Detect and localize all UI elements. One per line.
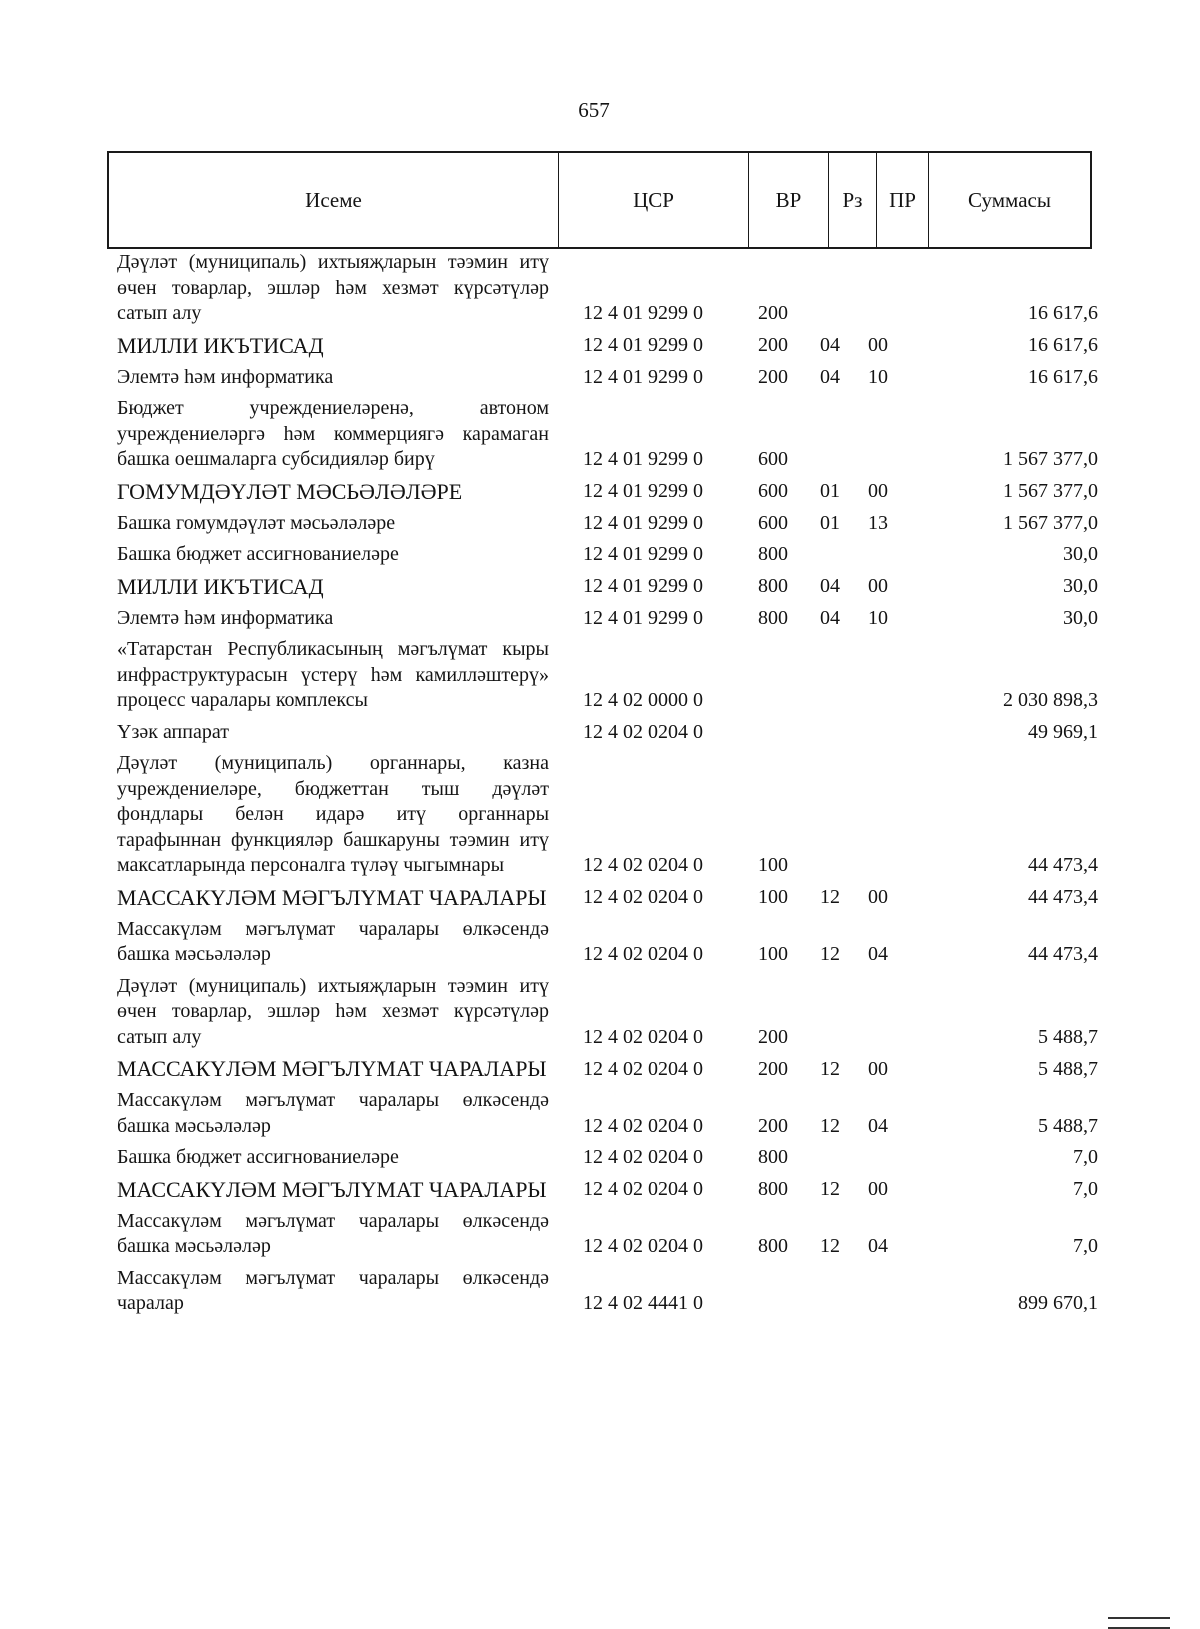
row-sum: 16 617,6 — [1028, 334, 1098, 356]
row-sum: 5 488,7 — [1038, 1114, 1098, 1137]
row-sum: 5 488,7 — [1038, 1025, 1098, 1048]
row-sum: 30,0 — [1063, 606, 1098, 629]
row-pr: 00 — [868, 1057, 888, 1080]
row-name: МИЛЛИ ИКЪТИСАД — [117, 573, 324, 599]
row-vr: 800 — [758, 1235, 788, 1257]
row-name: Дәүләт (муниципаль) ихтыяҗларын тәэмин итү өчен товарлар, эшләр һәм хезмәт күрсәтүләр сатып алу — [117, 974, 549, 1048]
row-vr: 600 — [758, 448, 788, 470]
row-csr: 12 4 01 9299 0 — [583, 511, 703, 534]
table-header — [107, 151, 1092, 249]
corner-mark — [1108, 1617, 1170, 1629]
row-vr: 200 — [758, 1057, 788, 1080]
row-pr: 04 — [868, 943, 888, 965]
row-sum: 30,0 — [1063, 543, 1098, 565]
row-csr: 12 4 01 9299 0 — [583, 480, 703, 502]
row-name: Массакүләм мәгълүмат чаралары өлкәсендә чаралар — [117, 1266, 549, 1314]
table-row — [117, 1056, 1107, 1082]
header-vr: ВР — [749, 153, 829, 247]
row-sum: 44 473,4 — [1028, 886, 1098, 908]
row-vr: 200 — [758, 1114, 788, 1137]
row-rz: 04 — [820, 365, 840, 388]
row-csr: 12 4 02 0204 0 — [583, 854, 703, 876]
row-rz: 01 — [820, 511, 840, 534]
row-name: Дәүләт (муниципаль) органнары, казна учреждениеләре, бюджеттан тыш дәүләт фондлары белән идарә итү органнары тарафыннан функцияләр башкаруны тәэмин итү максатларында персоналга түләү чыгымнары — [117, 752, 549, 876]
row-name: МАССАКҮЛӘМ МӘГЪЛҮМАТ ЧАРАЛАРЫ — [117, 1176, 547, 1202]
row-vr: 600 — [758, 511, 788, 534]
row-csr: 12 4 01 9299 0 — [583, 575, 703, 597]
table-row — [117, 885, 1107, 911]
row-sum: 44 473,4 — [1028, 854, 1098, 876]
row-csr: 12 4 01 9299 0 — [583, 448, 703, 470]
row-csr: 12 4 01 9299 0 — [583, 365, 703, 388]
row-vr: 100 — [758, 886, 788, 908]
row-sum: 49 969,1 — [1028, 720, 1098, 743]
row-sum: 5 488,7 — [1038, 1057, 1098, 1080]
row-vr: 200 — [758, 302, 788, 324]
row-pr: 10 — [868, 365, 888, 388]
row-sum: 7,0 — [1073, 1235, 1098, 1257]
table-row — [117, 1266, 1107, 1317]
row-sum: 7,0 — [1073, 1146, 1098, 1168]
row-name: Башка гомумдәүләт мәсьәләләре — [117, 511, 396, 534]
row-pr: 00 — [868, 1178, 888, 1200]
row-name: Үзәк аппарат — [117, 720, 229, 743]
table-row — [117, 637, 1107, 714]
row-rz: 12 — [820, 1178, 840, 1200]
row-name: Элемтә һәм информатика — [117, 365, 334, 388]
row-sum: 7,0 — [1073, 1178, 1098, 1200]
table-row — [117, 606, 1107, 632]
table-row — [117, 333, 1107, 359]
page-number: 657 — [578, 98, 610, 122]
row-name: Бюджет учреждениеләренә, автоном учреждениеләргә һәм коммерциягә карамаган башка оешмаларга субсидияләр бирү — [117, 397, 549, 470]
row-csr: 12 4 02 0204 0 — [583, 1235, 703, 1257]
row-csr: 12 4 01 9299 0 — [583, 543, 703, 565]
row-vr: 100 — [758, 854, 788, 876]
row-name: «Татарстан Республикасының мәгълүмат кыры инфраструктурасын үстерү һәм камилләштерү» процесс чаралары комплексы — [117, 638, 549, 711]
row-sum: 899 670,1 — [1018, 1292, 1098, 1314]
row-rz: 12 — [820, 886, 840, 908]
row-csr: 12 4 02 0204 0 — [583, 1057, 703, 1080]
row-name: Массакүләм мәгълүмат чаралары өлкәсендә башка мәсьәләләр — [117, 1089, 549, 1137]
row-csr: 12 4 02 0204 0 — [583, 720, 703, 743]
table-row — [117, 1177, 1107, 1203]
row-pr: 04 — [868, 1235, 888, 1257]
table-row — [117, 365, 1107, 391]
row-csr: 12 4 02 0204 0 — [583, 1146, 703, 1168]
row-pr: 04 — [868, 1114, 888, 1137]
row-sum: 1 567 377,0 — [1003, 511, 1098, 534]
header-sum: Суммасы — [968, 187, 1051, 212]
row-vr: 100 — [758, 943, 788, 965]
row-sum: 44 473,4 — [1028, 943, 1098, 965]
row-vr: 800 — [758, 575, 788, 597]
row-csr: 12 4 02 0204 0 — [583, 1114, 703, 1137]
row-csr: 12 4 02 0204 0 — [583, 886, 703, 908]
table-row — [117, 479, 1107, 505]
row-name: Элемтә һәм информатика — [117, 606, 334, 629]
row-vr: 200 — [758, 365, 788, 388]
table-row — [117, 1088, 1107, 1139]
table-body — [117, 250, 1107, 1323]
row-name: Массакүләм мәгълүмат чаралары өлкәсендә башка мәсьәләләр — [117, 1209, 549, 1257]
row-rz: 01 — [820, 480, 840, 502]
table-row — [117, 917, 1107, 968]
row-rz: 12 — [820, 1114, 840, 1137]
table-row — [117, 574, 1107, 600]
row-name: МИЛЛИ ИКЪТИСАД — [117, 332, 324, 358]
row-pr: 13 — [868, 511, 888, 534]
row-name: МАССАКҮЛӘМ МӘГЪЛҮМАТ ЧАРАЛАРЫ — [117, 1056, 547, 1081]
header-pr: ПР — [877, 153, 929, 247]
row-csr: 12 4 02 0204 0 — [583, 1025, 703, 1048]
header-name: Исеме — [109, 153, 559, 247]
row-name: Дәүләт (муниципаль) ихтыяҗларын тәэмин итү өчен товарлар, эшләр һәм хезмәт күрсәтүләр сатып алу — [117, 251, 549, 324]
row-vr: 800 — [758, 1178, 788, 1200]
row-vr: 200 — [758, 1025, 788, 1048]
row-vr: 800 — [758, 606, 788, 629]
table-row — [117, 396, 1107, 473]
table-row — [117, 974, 1107, 1051]
row-rz: 12 — [820, 943, 840, 965]
row-csr: 12 4 02 0000 0 — [583, 689, 703, 711]
table-row — [117, 511, 1107, 537]
row-pr: 00 — [868, 480, 888, 502]
row-rz: 04 — [820, 334, 840, 356]
table-row — [117, 1145, 1107, 1171]
row-pr: 10 — [868, 606, 888, 629]
row-csr: 12 4 01 9299 0 — [583, 302, 703, 324]
row-name: ГОМУМДӘҮЛӘТ МӘСЬӘЛӘЛӘРЕ — [117, 478, 463, 504]
table-row — [117, 542, 1107, 568]
row-rz: 12 — [820, 1057, 840, 1080]
row-name: Массакүләм мәгълүмат чаралары өлкәсендә башка мәсьәләләр — [117, 917, 549, 965]
header-csr: ЦСР — [559, 153, 749, 247]
table-row — [117, 751, 1107, 879]
row-vr: 600 — [758, 480, 788, 502]
row-sum: 16 617,6 — [1028, 302, 1098, 324]
row-vr: 800 — [758, 1146, 788, 1168]
table-row — [117, 250, 1107, 327]
row-name: Башка бюджет ассигнованиеләре — [117, 543, 399, 565]
table-row — [117, 1209, 1107, 1260]
row-pr: 00 — [868, 334, 888, 356]
row-pr: 00 — [868, 886, 888, 908]
row-vr: 800 — [758, 543, 788, 565]
row-sum: 30,0 — [1063, 575, 1098, 597]
row-csr: 12 4 02 0204 0 — [583, 1178, 703, 1200]
row-sum: 2 030 898,3 — [1003, 689, 1098, 711]
row-sum: 1 567 377,0 — [1003, 480, 1098, 502]
row-rz: 04 — [820, 575, 840, 597]
row-rz: 04 — [820, 606, 840, 629]
table-row — [117, 720, 1107, 746]
row-vr: 200 — [758, 334, 788, 356]
row-sum: 16 617,6 — [1028, 365, 1098, 388]
header-rz: Рз — [829, 153, 877, 247]
row-name: Башка бюджет ассигнованиеләре — [117, 1146, 399, 1168]
row-name: МАССАКҮЛӘМ МӘГЪЛҮМАТ ЧАРАЛАРЫ — [117, 884, 547, 910]
row-csr: 12 4 01 9299 0 — [583, 606, 703, 629]
row-csr: 12 4 02 4441 0 — [583, 1292, 703, 1314]
row-rz: 12 — [820, 1235, 840, 1257]
row-pr: 00 — [868, 575, 888, 597]
row-csr: 12 4 01 9299 0 — [583, 334, 703, 356]
row-sum: 1 567 377,0 — [1003, 448, 1098, 470]
row-csr: 12 4 02 0204 0 — [583, 943, 703, 965]
